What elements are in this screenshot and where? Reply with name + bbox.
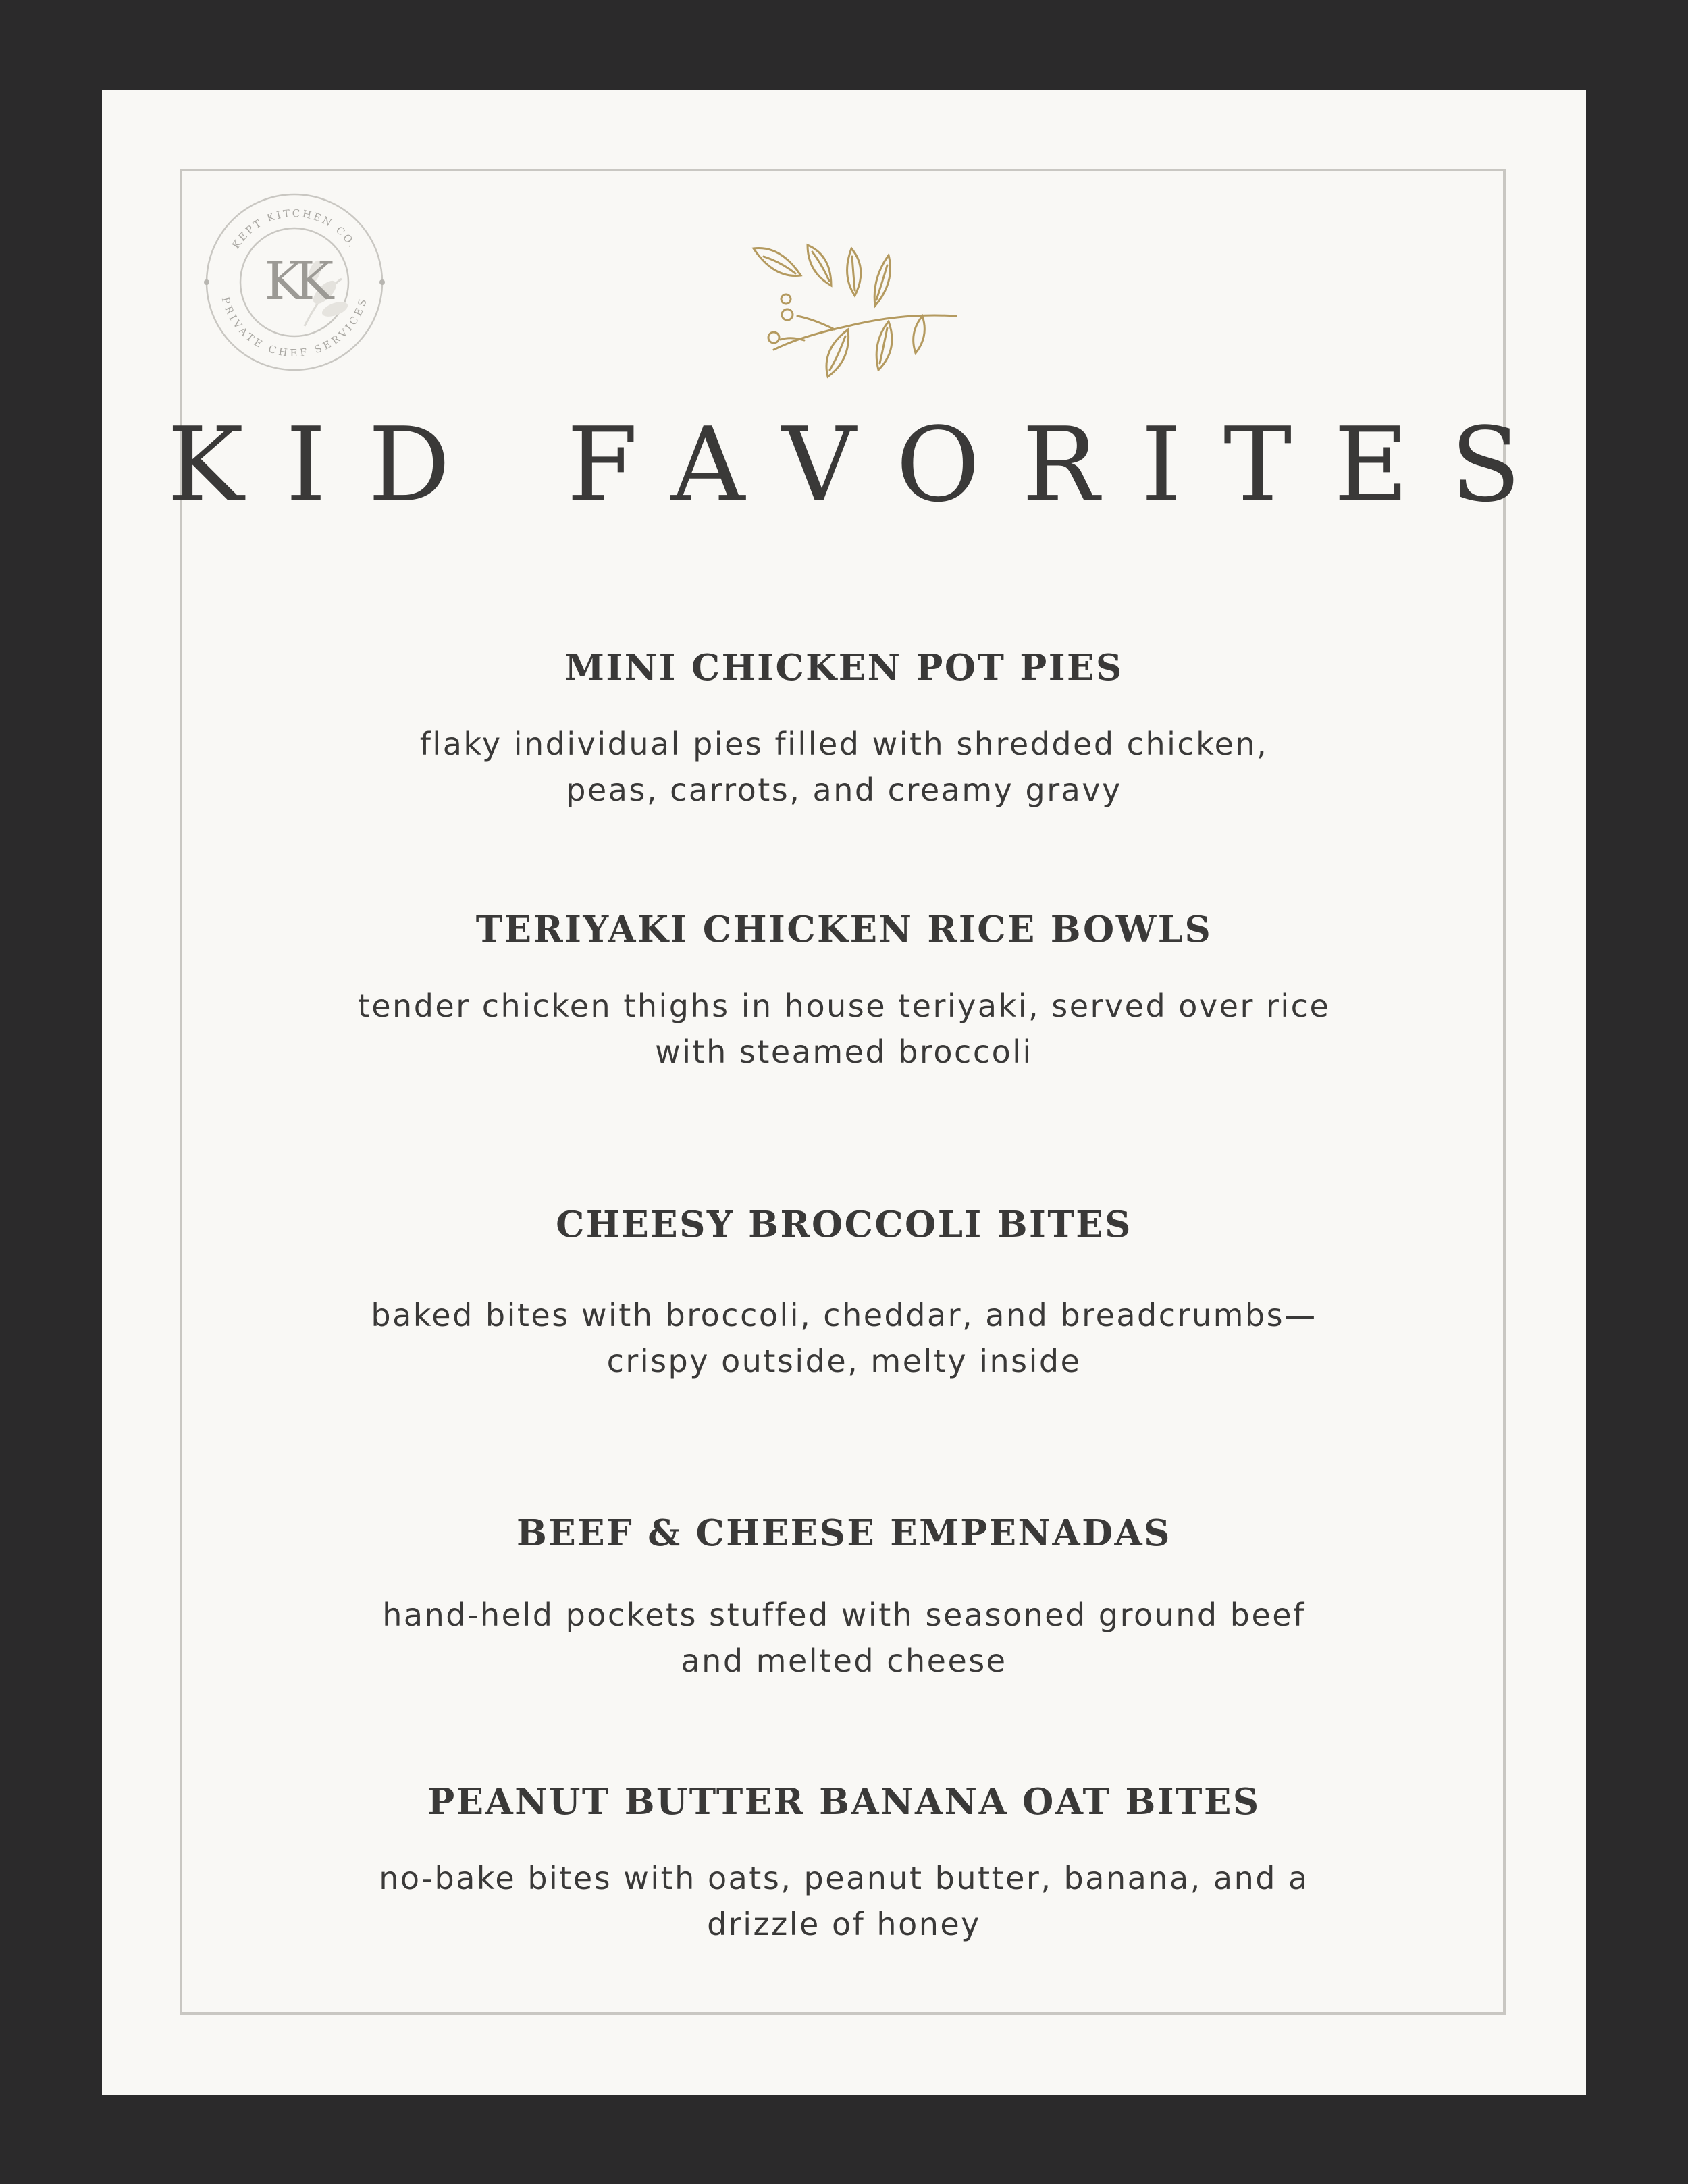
- menu-item-name: TERIYAKI CHICKEN RICE BOWLS: [475, 909, 1213, 951]
- svg-text:KEPT KITCHEN CO.: [230, 207, 359, 251]
- brand-logo: [203, 191, 386, 373]
- menu-item-description: tender chicken thighs in house teriyaki, served over rice with steamed broccoli: [357, 988, 1331, 1070]
- menu-page: [102, 90, 1586, 2095]
- logo-top-text: KEPT KITCHEN CO.: [230, 207, 360, 251]
- logo-monogram: KK: [264, 251, 325, 312]
- logo-bottom-text: PRIVATE CHEF SERVICES: [219, 296, 370, 360]
- menu-item-description: no-bake bites with oats, peanut butter, banana, and a drizzle of honey: [379, 1860, 1309, 1942]
- menu-item-name: CHEESY BROCCOLI BITES: [556, 1204, 1132, 1246]
- leaf-sprig-icon: [733, 242, 963, 383]
- menu-item: [237, 909, 1451, 1075]
- menu-item-description: hand-held pockets stuffed with seasoned ground beef and melted cheese: [382, 1597, 1306, 1679]
- menu-item-description: flaky individual pies filled with shredded chicken, peas, carrots, and creamy gravy: [419, 726, 1269, 808]
- menu-item-name: BEEF & CHEESE EMPENADAS: [517, 1512, 1171, 1554]
- page-title: KID FAVORITES: [167, 405, 1563, 525]
- menu-item-name: PEANUT BUTTER BANANA OAT BITES: [427, 1781, 1261, 1823]
- menu-item: [237, 1781, 1451, 1947]
- menu-item: [237, 1204, 1451, 1384]
- menu-item: [237, 647, 1451, 813]
- menu-item: [237, 1512, 1451, 1684]
- menu-item-description: baked bites with broccoli, cheddar, and breadcrumbs— crispy outside, melty inside: [371, 1297, 1317, 1379]
- menu-item-name: MINI CHICKEN POT PIES: [564, 647, 1124, 689]
